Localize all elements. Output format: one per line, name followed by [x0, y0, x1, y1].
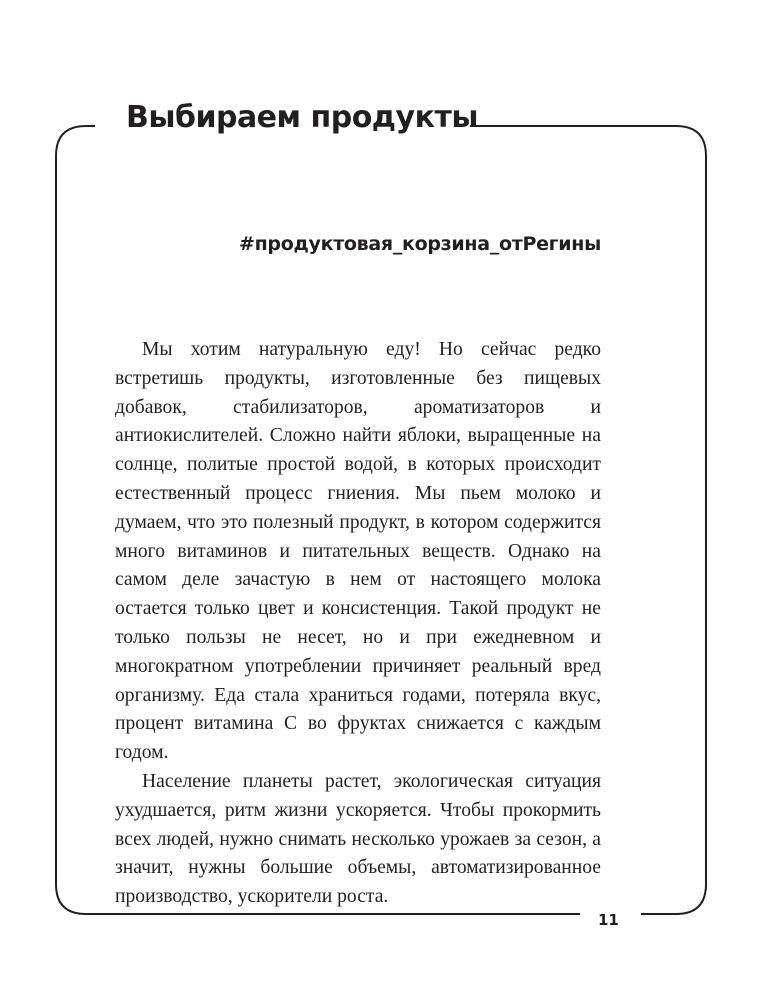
hashtag: #продуктовая_корзина_отРегины	[238, 233, 601, 255]
paragraph: Население планеты растет, экологическая ситуация ухудшается, ритм жизни ускоряется. Чтобы прокормить всех людей, нужно снимать несколько урожаев за сезон, а значит, нужны большие объемы, автоматизированное производство, ускорители роста.	[115, 770, 601, 908]
body-text	[115, 336, 601, 912]
chapter-title: Выбираем продукты	[126, 100, 478, 135]
paragraph: Мы хотим натуральную еду! Но сейчас редко встретишь продукты, изготовленные без пищевых добавок, стабилизаторов, ароматизаторов и антиокислителей. Сложно найти яблоки, выращенные на солнце, политые простой водой, в которых происходит естественный процесс гниения. Мы пьем молоко и думаем, что это полезный продукт, в котором содержится много витаминов и питательных веществ. Однако на самом деле зачастую в нем от настоящего молока остается только цвет и консистенция. Такой продукт не только пользы не несет, но и при ежедневном и многократном употреблении причиняет реальный вред организму. Еда стала храниться годами, потеряла вкус, процент витамина С во фруктах снижается с каждым годом.	[115, 339, 601, 764]
page-number: 11	[598, 911, 619, 929]
